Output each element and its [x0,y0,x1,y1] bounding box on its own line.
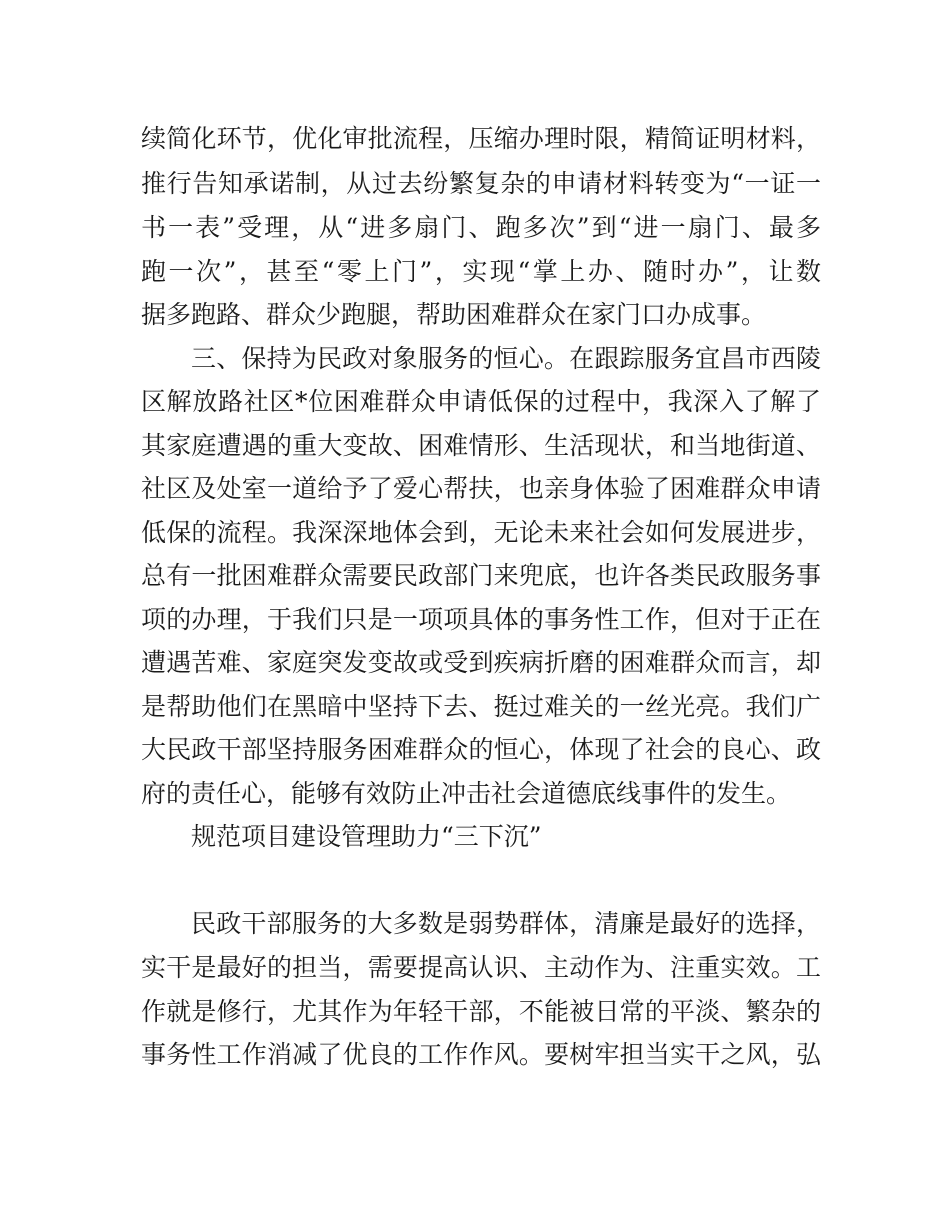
body-text-line: 遭遇苦难、家庭突发变故或受到疾病折磨的困难群众而言，却 [141,648,821,677]
body-text-line: 推行告知承诺制，从过去纷繁复杂的申请材料转变为“一证一 [141,169,821,198]
body-text-line: 据多跑路、群众少跑腿，帮助困难群众在家门口办成事。 [141,300,767,329]
article-title: 规范项目建设管理助力“三下沉” [191,822,542,851]
body-text-line: 大民政干部坚持服务困难群众的恒心，体现了社会的良心、政 [141,735,821,764]
body-text-line: 总有一批困难群众需要民政部门来兜底，也许各类民政服务事 [141,561,821,590]
body-text-line: 社区及处室一道给予了爱心帮扶，也亲身体验了困难群众申请 [141,474,821,503]
body-text-line: 项的办理，于我们只是一项项具体的事务性工作，但对于正在 [141,605,821,634]
body-text-line: 其家庭遭遇的重大变故、困难情形、生活现状，和当地街道、 [141,431,821,460]
body-text-line: 区解放路社区*位困难群众申请低保的过程中，我深入了解了 [141,387,821,416]
body-text-line: 跑一次”，甚至“零上门”，实现“掌上办、随时办”，让数 [141,257,821,286]
body-text-line: 实干是最好的担当，需要提高认识、主动作为、注重实效。工 [141,953,821,982]
section-heading-line: 三、保持为民政对象服务的恒心。在跟踪服务宜昌市西陵 [191,344,821,373]
body-text-line: 续简化环节，优化审批流程，压缩办理时限，精简证明材料， [141,124,821,153]
body-text-line: 府的责任心，能够有效防止冲击社会道德底线事件的发生。 [141,779,792,808]
body-text-line: 书一表”受理，从“进多扇门、跑多次”到“进一扇门、最多 [141,213,821,242]
body-text-line: 民政干部服务的大多数是弱势群体，清廉是最好的选择， [191,909,821,938]
body-text-line: 作就是修行，尤其作为年轻干部，不能被日常的平淡、繁杂的 [141,997,821,1026]
body-text-line: 事务性工作消减了优良的工作作风。要树牢担当实干之风，弘 [141,1040,821,1069]
body-text-line: 是帮助他们在黑暗中坚持下去、挺过难关的一丝光亮。我们广 [141,692,821,721]
body-text-line: 低保的流程。我深深地体会到，无论未来社会如何发展进步， [141,518,821,547]
